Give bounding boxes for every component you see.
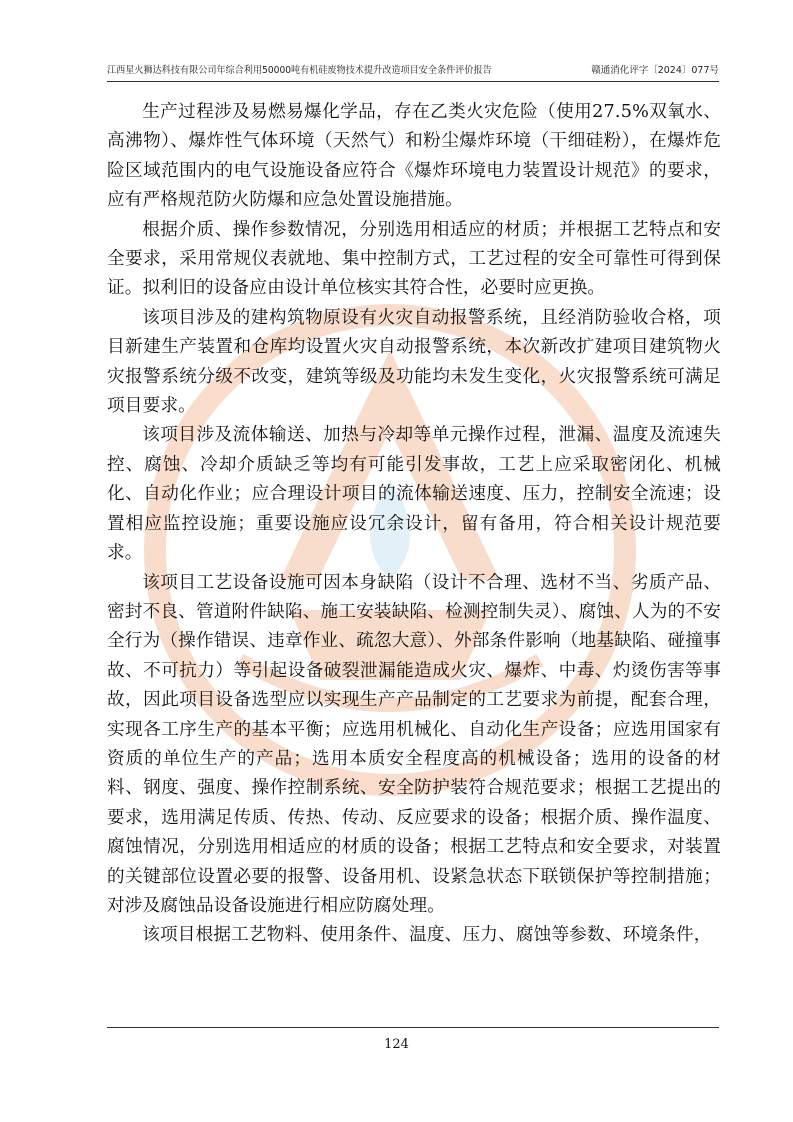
page-number: 124: [384, 1037, 409, 1052]
paragraph-4: 该项目涉及流体输送、加热与冷却等单元操作过程，泄漏、温度及流速失控、腐蚀、冷却介质缺乏等均有可能引发事故，工艺上应采取密闭化、机械化、自动化作业；应合理设计项目的流体输送速度、压力，控制安全流速；设置相应监控设施；重要设施应设冗余设计，留有备用，符合相关设计规范要求。: [107, 425, 721, 564]
paragraph-1: 生产过程涉及易燃易爆化学品，存在乙类火灾危险（使用27.5%双氧水、高沸物）、爆炸性气体环境（天然气）和粉尘爆炸环境（干细硅粉），在爆炸危险区域范围内的电气设施设备应符合《爆炸环境电力装置设计规范》的要求，应有严格规范防火防爆和应急处置设施措施。: [107, 102, 721, 211]
footer-divider: [107, 1027, 719, 1028]
paragraph-5: 该项目工艺设备设施可因本身缺陷（设计不合理、选材不当、劣质产品、密封不良、管道附件缺陷、施工安装缺陷、检测控制失灵）、腐蚀、人为的不安全行为（操作错误、违章作业、疏忽大意）、外部条件影响（地基缺陷、碰撞事故、不可抗力）等引起设备破裂泄漏能造成火灾、爆炸、中毒、灼烫伤害等事故，因此项目设备选型应以实现生产产品制定的工艺要求为前提，配套合理，实现各工序生产的基本平衡；应选用机械化、自动化生产设备；应选用国家有资质的单位生产的产品；选用本质安全程度高的机械设备；选用的设备的材料、钢度、强度、操作控制系统、安全防护装符合规范要求；根据工艺提出的要求，选用满足传质、传热、传动、反应要求的设备；根据介质、操作温度、腐蚀情况，分别选用相适应的材质的设备；根据工艺特点和安全要求，对装置的关键部位设置必要的报警、设备用机、设紧急状态下联锁保护等控制措施；对涉及腐蚀品设备设施进行相应防腐处理。: [107, 572, 721, 916]
paragraph-2: 根据介质、操作参数情况，分别选用相适应的材质；并根据工艺特点和安全要求，采用常规仪表就地、集中控制方式，工艺过程的安全可靠性可得到保证。拟利旧的设备应由设计单位核实其符合性，必要时应更换。: [107, 219, 721, 299]
header-report-number: 赣通消化评字〔2024〕077号: [591, 65, 719, 76]
body-text: [107, 98, 721, 951]
header-divider: [107, 81, 719, 82]
paragraph-6: 该项目根据工艺物料、使用条件、温度、压力、腐蚀等参数、环境条件，: [142, 925, 712, 946]
paragraph-3: 该项目涉及的建构筑物原设有火灾自动报警系统，且经消防验收合格，项目新建生产装置和仓库均设置火灾自动报警系统，本次新改扩建项目建筑物火灾报警系统分级不改变，建筑等级及功能均未发生变化，火灾报警系统可满足项目要求。: [107, 307, 721, 417]
header-report-title: 江西星火狮达科技有限公司年综合利用50000吨有机硅废物技术提升改造项目安全条件评价报告: [107, 65, 492, 76]
